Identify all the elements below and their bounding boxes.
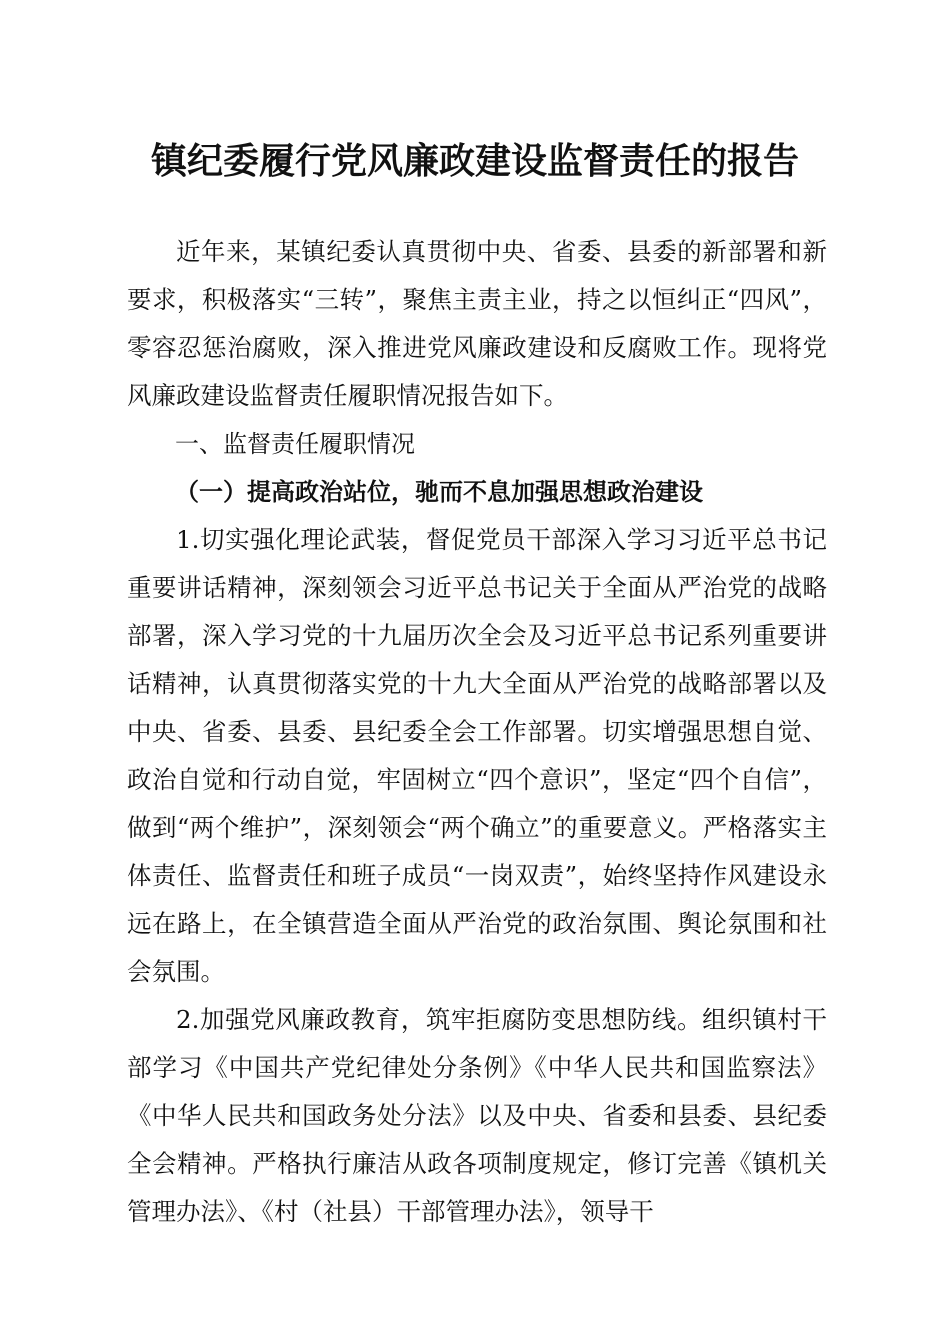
section-heading-1: 一、监督责任履职情况 [175,430,415,458]
intro-paragraph: 近年来，某镇纪委认真贯彻中央、省委、县委的新部署和新要求，积极落实“三转”，聚焦主责主业，持之以恒纠正“四风”，零容忍惩治腐败，深入推进党风廉政建设和反腐败工作。现将党风廉政建设监督责任履职情况报告如下。 [127,237,827,410]
document-body [127,228,827,1236]
subsection-heading-1: （一）提高政治站位，驰而不息加强思想政治建设 [175,477,703,506]
document-title: 镇纪委履行党风廉政建设监督责任的报告 [150,140,799,182]
paragraph-2: 2.加强党风廉政教育，筑牢拒腐防变思想防线。组织镇村干部学习《中国共产党纪律处分条例》《中华人民共和国监察法》《中华人民共和国政务处分法》以及中央、省委和县委、县纪委全会精神。严格执行廉洁从政各项制度规定，修订完善《镇机关管理办法》、《村（社县）干部管理办法》，领导干 [127,1005,827,1226]
paragraph-1: 1.切实强化理论武装，督促党员干部深入学习习近平总书记重要讲话精神，深刻领会习近平总书记关于全面从严治党的战略部署，深入学习党的十九届历次全会及习近平总书记系列重要讲话精神，认真贯彻落实党的十九大全面从严治党的战略部署以及中央、省委、县委、县纪委全会工作部署。切实增强思想自觉、政治自觉和行动自觉，牢固树立“四个意识”，坚定“四个自信”，做到“两个维护”，深刻领会“两个确立”的重要意义。严格落实主体责任、监督责任和班子成员“一岗双责”，始终坚持作风建设永远在路上，在全镇营造全面从严治党的政治氛围、舆论氛围和社会氛围。 [127,525,827,986]
